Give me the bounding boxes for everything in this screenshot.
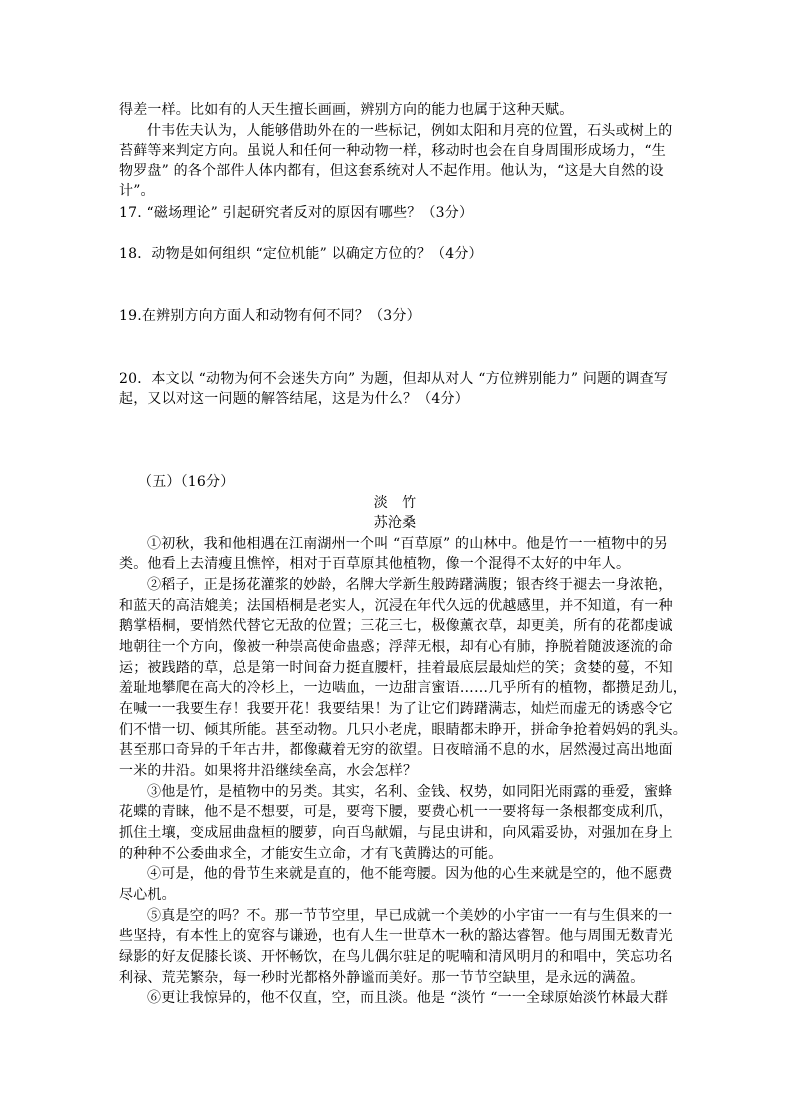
body-line: ④可是，他的骨节生来就是直的，他不能弯腰。因为他的心生来就是空的，他不愿费 — [147, 866, 673, 882]
intro-line-1: 得差一样。比如有的人天生擅长画画，辨别方向的能力也属于这种天赋。 — [119, 102, 574, 118]
body-line: 尽心机。 — [119, 887, 176, 903]
body-line: 的种种不公委曲求全，才能安生立命，才有飞黄腾达的可能。 — [119, 846, 503, 862]
intro-line-4: 物罗盘” 的各个部件人体内都有，但这套系统对人不起作用。他认为，“这是大自然的设 — [119, 163, 664, 179]
question-20-line-2: 起，又以对这一问题的解答结尾，这是为什么？（4分） — [119, 391, 469, 407]
question-20-line-1: 20．本文以 “动物为何不会迷失方向” 为题，但却从对人 “方位辨别能力” 问题的调查写 — [119, 371, 669, 387]
intro-line-2: 什韦佐夫认为，人能够借助外在的一些标记，例如太阳和月亮的位置，石头或树上的 — [147, 123, 673, 139]
body-line: 类。他看上去清瘦且憔悴，相对于百草原其他植物，像一个混得不太好的中年人。 — [119, 556, 631, 572]
body-line: 在喊一一我要生存！我要开花！我要结果！为了让它们踌躇满志，灿烂而虚无的诱惑令它 — [119, 701, 673, 717]
body-line: 一米的井沿。如果将井沿继续垒高，水会怎样？ — [119, 763, 418, 779]
body-line: 绿影的好友促膝长谈、开怀畅饮，在鸟儿偶尔驻足的呢喃和清风明月的和唱中，笑忘功名 — [119, 949, 673, 965]
question-18: 18．动物是如何组织 “定位机能” 以确定方位的？（4分） — [119, 246, 483, 262]
question-17: 17. “磁场理论” 引起研究者反对的原因有哪些？（3分） — [119, 205, 474, 221]
body-line: 们不惜一切、倾其所能。甚至动物。几只小老虎，眼睛都未睁开，拼命争抢着妈妈的乳头。 — [119, 722, 687, 738]
body-line: 运；被践踏的草，总是第一时间奋力挺直腰杆，挂着最底层最灿烂的笑；贪婪的蔓，不知 — [119, 660, 673, 676]
body-line: ⑥更让我惊异的，他不仅直，空，而且淡。他是 “淡竹 “一一全球原始淡竹林最大群 — [147, 990, 669, 1006]
body-line: 甚至那口奇异的千年古井，都像藏着无穷的欲望。日夜暗涌不息的水，居然漫过高出地面 — [119, 742, 673, 758]
article-title: 淡 竹 — [373, 495, 417, 511]
body-line: 利禄、荒芜繁杂，每一秒时光都格外静谧而美好。那一节节空缺里，是永远的满盈。 — [119, 970, 645, 986]
body-line: 鹅掌梧桐，要悄然代替它无敌的位置；三花三七，极像薰衣草，却更美，所有的花都虔诚 — [119, 618, 673, 634]
body-line: 地朝往一个方向，像被一种崇高使命蛊惑；浮萍无根，却有心有肺，挣脱着随波逐流的命 — [119, 639, 673, 655]
section-heading: （五）（16分） — [138, 474, 235, 490]
intro-line-3: 苔藓等来判定方向。虽说人和任何一种动物一样，移动时也会在自身周围形成场力，“生 — [119, 143, 666, 159]
question-19: 19.在辨别方向方面人和动物有何不同？（3分） — [119, 308, 421, 324]
body-line: 花蝶的青睐，他不是不想要，可是，要弯下腰，要费心机一一要将每一条根都变成利爪， — [119, 804, 673, 820]
body-line: ⑤真是空的吗？不。那一节节空里，早已成就一个美妙的小宇宙一一有与生俱来的一 — [147, 908, 673, 924]
body-line: 抓住土壤，变成屈曲盘桓的腰萝，向百鸟献媚，与昆虫讲和，向风霜妥协，对强加在身上 — [119, 825, 673, 841]
body-line: 和蓝天的高洁媲美；法国梧桐是老实人，沉浸在年代久远的优越感里，并不知道，有一种 — [119, 598, 673, 614]
article-author: 苏沧桑 — [373, 515, 417, 531]
body-line: ③他是竹，是植物中的另类。其实，名利、金钱、权势，如同阳光雨露的垂爱，蜜蜂 — [147, 784, 673, 800]
body-line: ②稻子，正是扬花灌浆的妙龄，名牌大学新生般踌躇满腹；银杏终于褪去一身浓艳， — [147, 577, 673, 593]
body-line: ①初秋，我和他相遇在江南湖州一个叫 “百草原” 的山林中。他是竹一一植物中的另 — [147, 536, 669, 552]
body-line: 羞耻地攀爬在高大的冷杉上，一边啮血，一边甜言蜜语……几乎所有的植物，都攒足劲儿， — [119, 680, 687, 696]
intro-line-5: 计”。 — [119, 183, 155, 199]
body-line: 些坚持，有本性上的宽容与谦逊，也有人生一世草木一秋的豁达睿智。他与周围无数青光 — [119, 928, 673, 944]
